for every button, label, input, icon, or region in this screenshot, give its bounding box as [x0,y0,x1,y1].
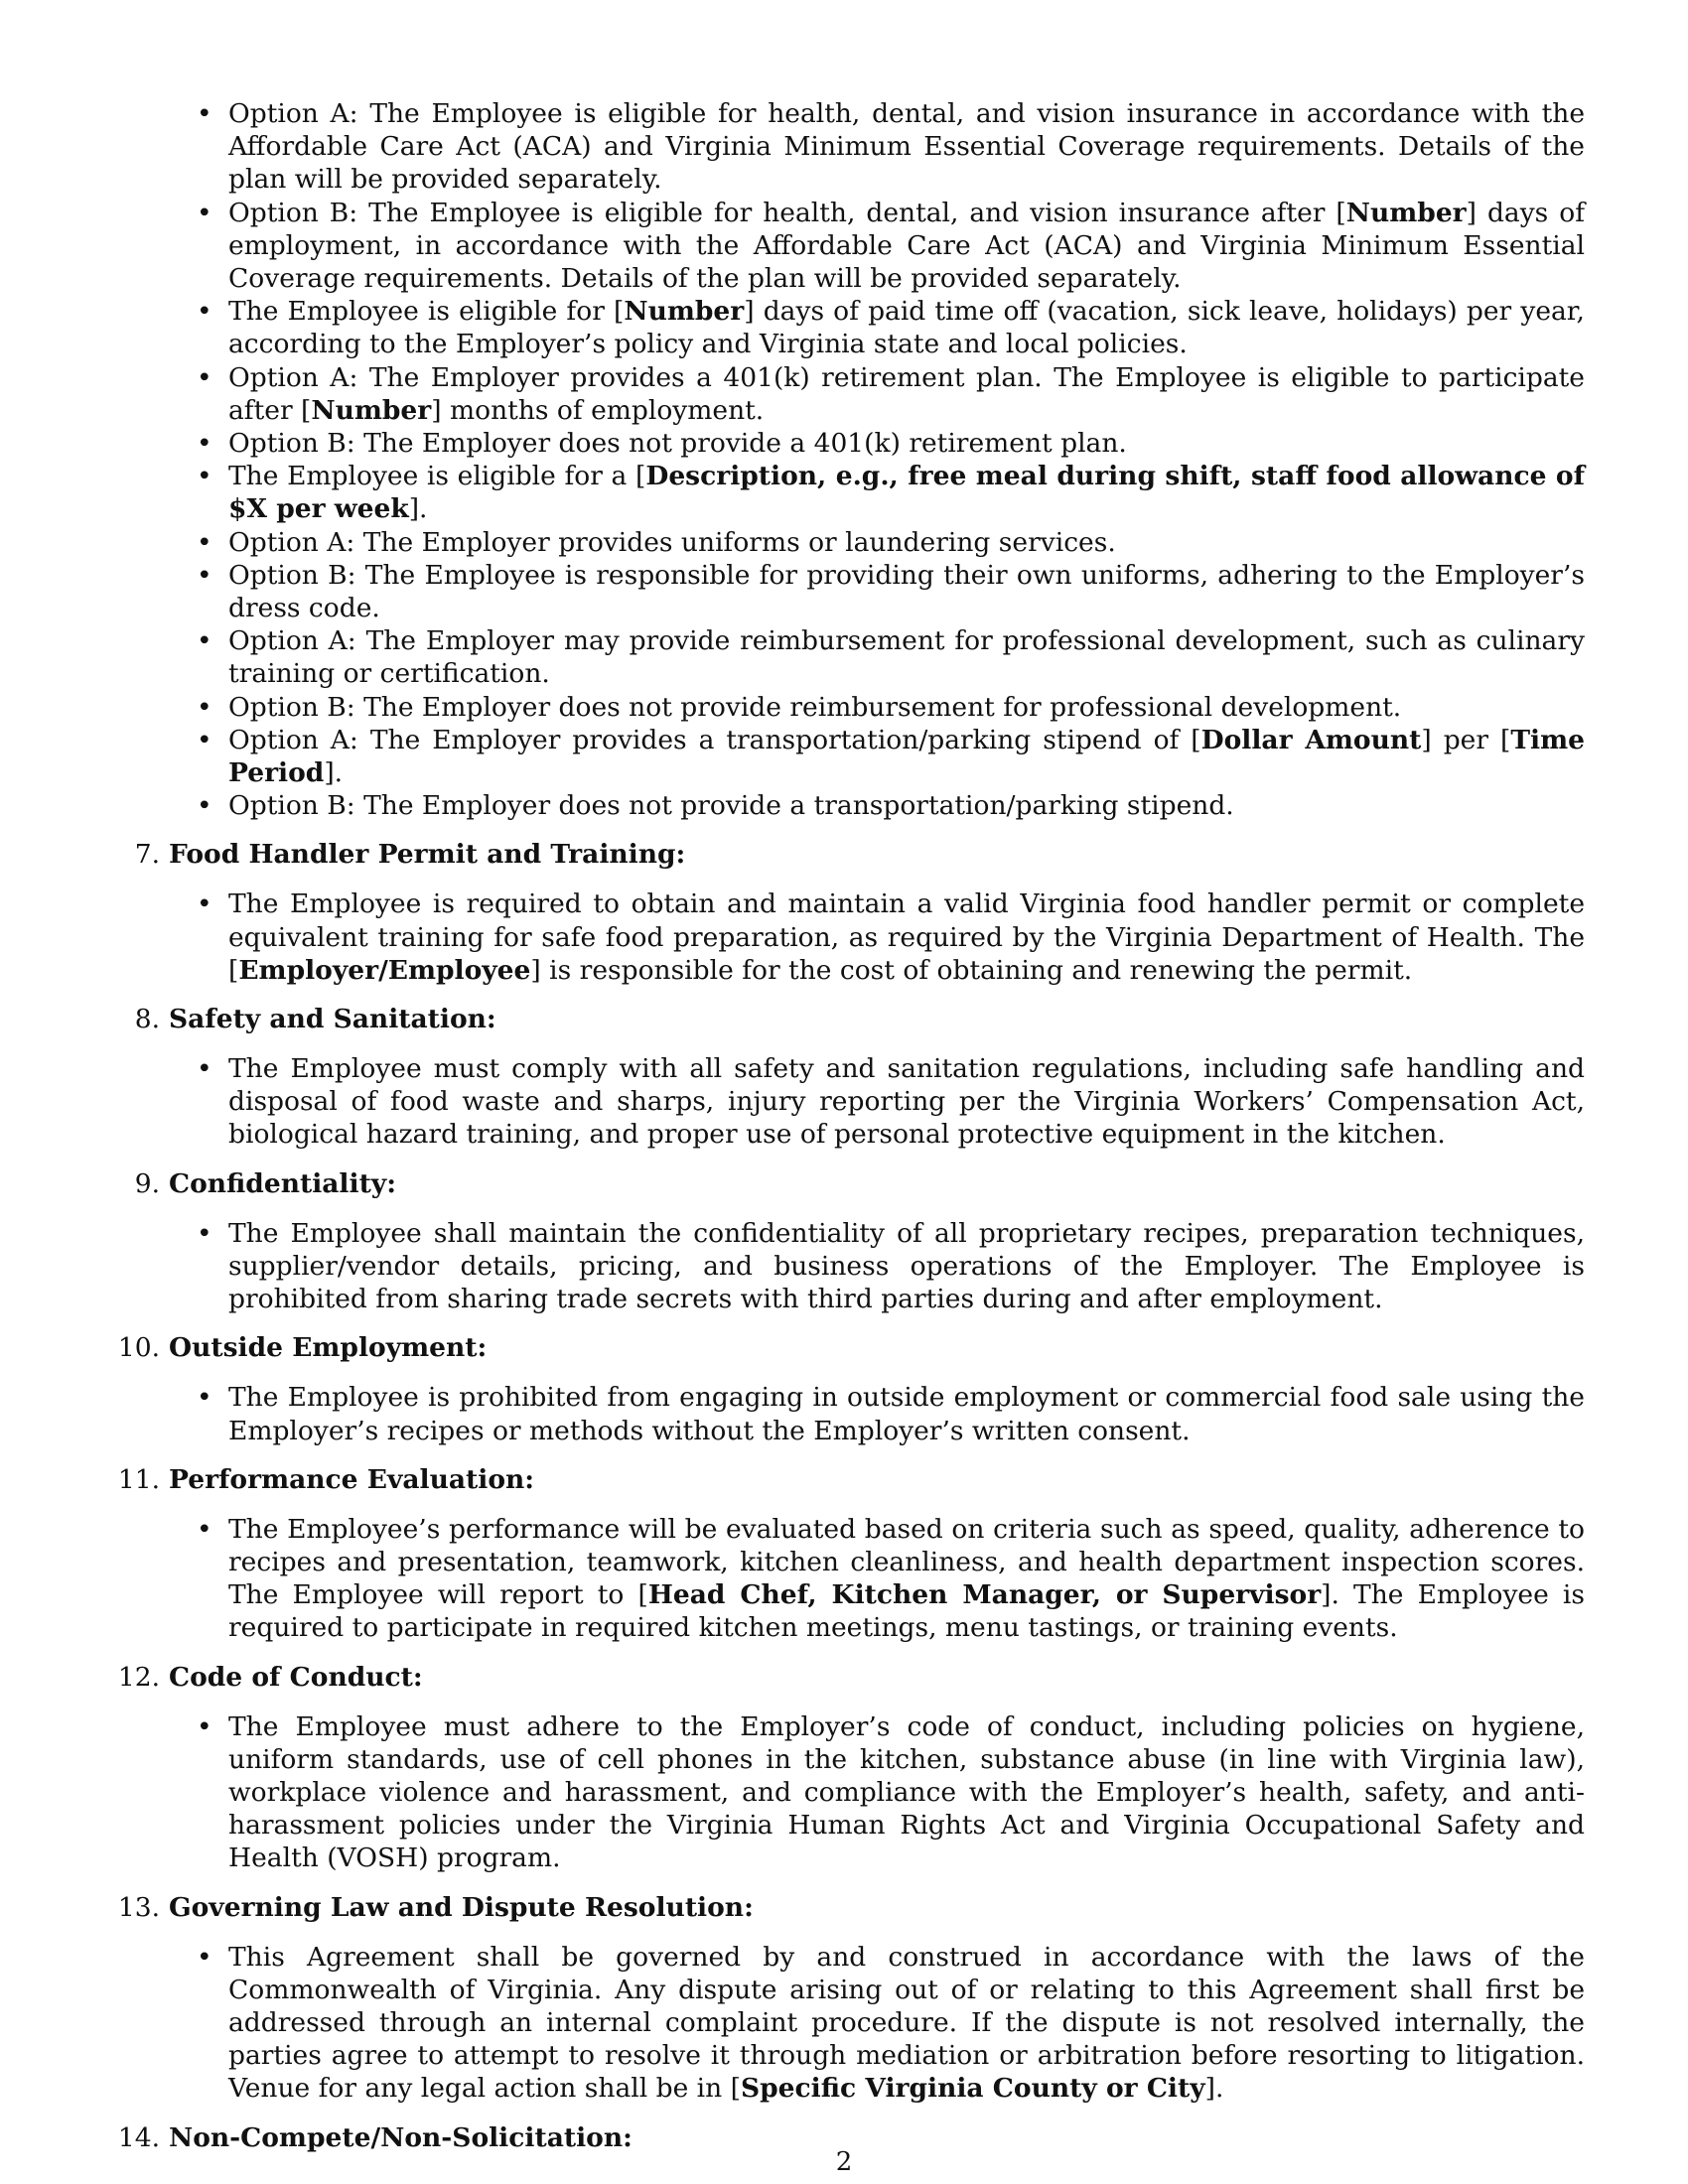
section-heading [134,838,1585,872]
placeholder-field: Number [1345,197,1467,228]
section-heading [117,1891,1585,1925]
section-number: 9. [134,1167,160,1199]
list-item [228,724,1585,789]
section-title: Governing Law and Dispute Resolution: [169,1891,754,1923]
list-item [228,1381,1585,1446]
item-text: The Employee shall maintain the confidentiality of all proprietary recipes, preparation techniques, supplier/vendor details, pricing, and business operations of the Employer. The Employee is prohibited from sharing trade secrets with third parties during and after employment. [228,1217,1585,1315]
item-text: Option B: The Employee is responsible for providing their own uniforms, adhering to the Employer’s dress code. [228,559,1585,624]
placeholder-field: Number [624,296,745,328]
list-item [228,427,1585,460]
section [134,1003,1585,1152]
list-item [228,97,1585,197]
list-item [228,1217,1585,1316]
section-number: 7. [134,839,160,871]
item-text: ] days of paid time off (vacation, sick leave, holidays) per year, according to the Employer’s policy and Virginia state and local policies. [228,296,1585,360]
section-heading [117,1331,1585,1365]
list-item [228,559,1585,624]
placeholder-field: Specific Virginia County or City [741,2073,1205,2105]
item-text: Option A: The Employer provides a 401(k) retirement plan. The Employee is eligible to participate after [ [228,361,1585,426]
item-text: Option B: The Employer does not provide reimbursement for professional development. [228,691,1402,723]
item-text: Option A: The Employer provides a transportation/parking stipend of [ [228,724,1201,755]
section [117,1661,1585,1875]
list-item [228,460,1585,525]
item-text: ]. [1204,2073,1224,2105]
placeholder-field: Time Period [228,724,1585,789]
placeholder-field: Description, e.g., free meal during shift, staff food allowance of $X per week [228,461,1585,525]
list-item [228,361,1585,427]
item-text: ] months of employment. [431,394,765,426]
list-item [228,197,1585,296]
list-item [228,1941,1585,2106]
item-text: Option A: The Employee is eligible for health, dental, and vision insurance in accordance with the Affordable Care Act (ACA) and Virginia Minimum Essential Coverage requirements. Details of the plan will be provided separately. [228,98,1585,196]
item-text: The Employee must comply with all safety and sanitation regulations, including safe handling and disposal of food waste and sharps, injury reporting per the Virginia Workers’ Compensation Act, biological hazard training, and proper use of personal protective equipment in the kitchen. [228,1053,1585,1151]
list-item [228,1513,1585,1645]
section-heading [117,1463,1585,1497]
item-text: This Agreement shall be governed by and construed in accordance with the laws of the Commonwealth of Virginia. Any dispute arising out of or relating to this Agreement shall first be addressed through an internal complaint procedure. If the dispute is not resolved internally, the parties agree to attempt to resolve it through mediation or arbitration before resorting to litigation. Venue for any legal action shall be in [ [228,1941,1585,2105]
item-text: The Employee is prohibited from engaging in outside employment or commercial food sale using the Employer’s recipes or methods without the Employer’s written consent. [228,1382,1585,1446]
item-text: ]. The Employee is required to participate in required kitchen meetings, menu tastings, or training events. [228,1579,1585,1644]
item-text: Option B: The Employee is eligible for health, dental, and vision insurance after [ [228,197,1346,228]
item-text: The Employee must adhere to the Employer’s code of conduct, including policies on hygiene, uniform standards, use of cell phones in the kitchen, substance abuse (in line with Virginia law), workplace violence and harassment, and compliance with the Employer’s health, safety, and anti-harassment policies under the Virginia Human Rights Act and Virginia Occupational Safety and Health (VOSH) program. [228,1710,1585,1874]
item-text: The Employee’s performance will be evaluated based on criteria such as speed, quality, adherence to recipes and presentation, teamwork, kitchen cleanliness, and health department inspection scores. The Employee will report to [ [228,1513,1585,1611]
placeholder-field: Employer/Employee [238,954,531,986]
list-item [228,295,1585,360]
section [117,1891,1585,2106]
list-item [228,1052,1585,1152]
sections-container [117,838,1585,2154]
item-text: ] days of employment, in accordance with the Affordable Care Act (ACA) and Virginia Minimum Essential Coverage requirements. Details of the plan will be provided separately. [228,197,1585,295]
section-list [228,887,1585,987]
benefits-list [228,97,1585,822]
list-item [228,887,1585,987]
placeholder-field: Head Chef, Kitchen Manager, or Supervisor [647,1579,1322,1611]
list-item [228,526,1585,559]
section-list [228,1941,1585,2106]
section [117,1463,1585,1645]
item-text: Option B: The Employer does not provide a 401(k) retirement plan. [228,428,1127,460]
section-heading [134,1167,1585,1201]
item-text: The Employee is required to obtain and maintain a valid Virginia food handler permit or complete equivalent training for safe food preparation, as required by the Virginia Department of Health. The [ [228,888,1585,986]
section-list [228,1710,1585,1875]
section-list [228,1513,1585,1645]
section-number: 8. [134,1004,160,1035]
item-text: The Employee is eligible for a [ [228,461,646,492]
section [134,838,1585,987]
section-list [228,1052,1585,1152]
section-title: Outside Employment: [169,1332,488,1364]
item-text: Option A: The Employer provides uniforms or laundering services. [228,526,1116,558]
section-title: Code of Conduct: [169,1661,423,1693]
section-number: 12. [117,1661,160,1693]
list-item [228,789,1585,822]
page-number: 2 [835,2147,853,2177]
section-title: Performance Evaluation: [169,1463,535,1495]
section [134,1167,1585,1316]
section-number: 14. [117,2121,160,2153]
section-list [228,1217,1585,1316]
item-text: ] per [ [1421,724,1511,755]
section-title: Non-Compete/Non-Solicitation: [169,2121,633,2153]
placeholder-field: Number [311,394,432,426]
section-heading [117,1661,1585,1695]
section-title: Confidentiality: [169,1167,396,1199]
list-item [228,624,1585,690]
list-item [228,691,1585,724]
item-text: The Employee is eligible for [ [228,296,625,328]
item-text: ]. [324,757,344,789]
section-number: 10. [117,1332,160,1364]
placeholder-field: Dollar Amount [1200,724,1422,755]
item-text: Option B: The Employer does not provide a transportation/parking stipend. [228,790,1234,822]
section-number: 13. [117,1891,160,1923]
item-text: Option A: The Employer may provide reimbursement for professional development, such as culinary training or certification. [228,625,1585,690]
section [117,1331,1585,1446]
item-text: ]. [408,493,428,525]
section-title: Safety and Sanitation: [169,1004,496,1035]
section-title: Food Handler Permit and Training: [169,839,686,871]
section-number: 11. [117,1463,160,1495]
list-item [228,1710,1585,1875]
document-body [117,97,1585,2155]
item-text: ] is responsible for the cost of obtaining and renewing the permit. [530,954,1413,986]
section-list [228,1381,1585,1446]
section-heading [134,1003,1585,1036]
